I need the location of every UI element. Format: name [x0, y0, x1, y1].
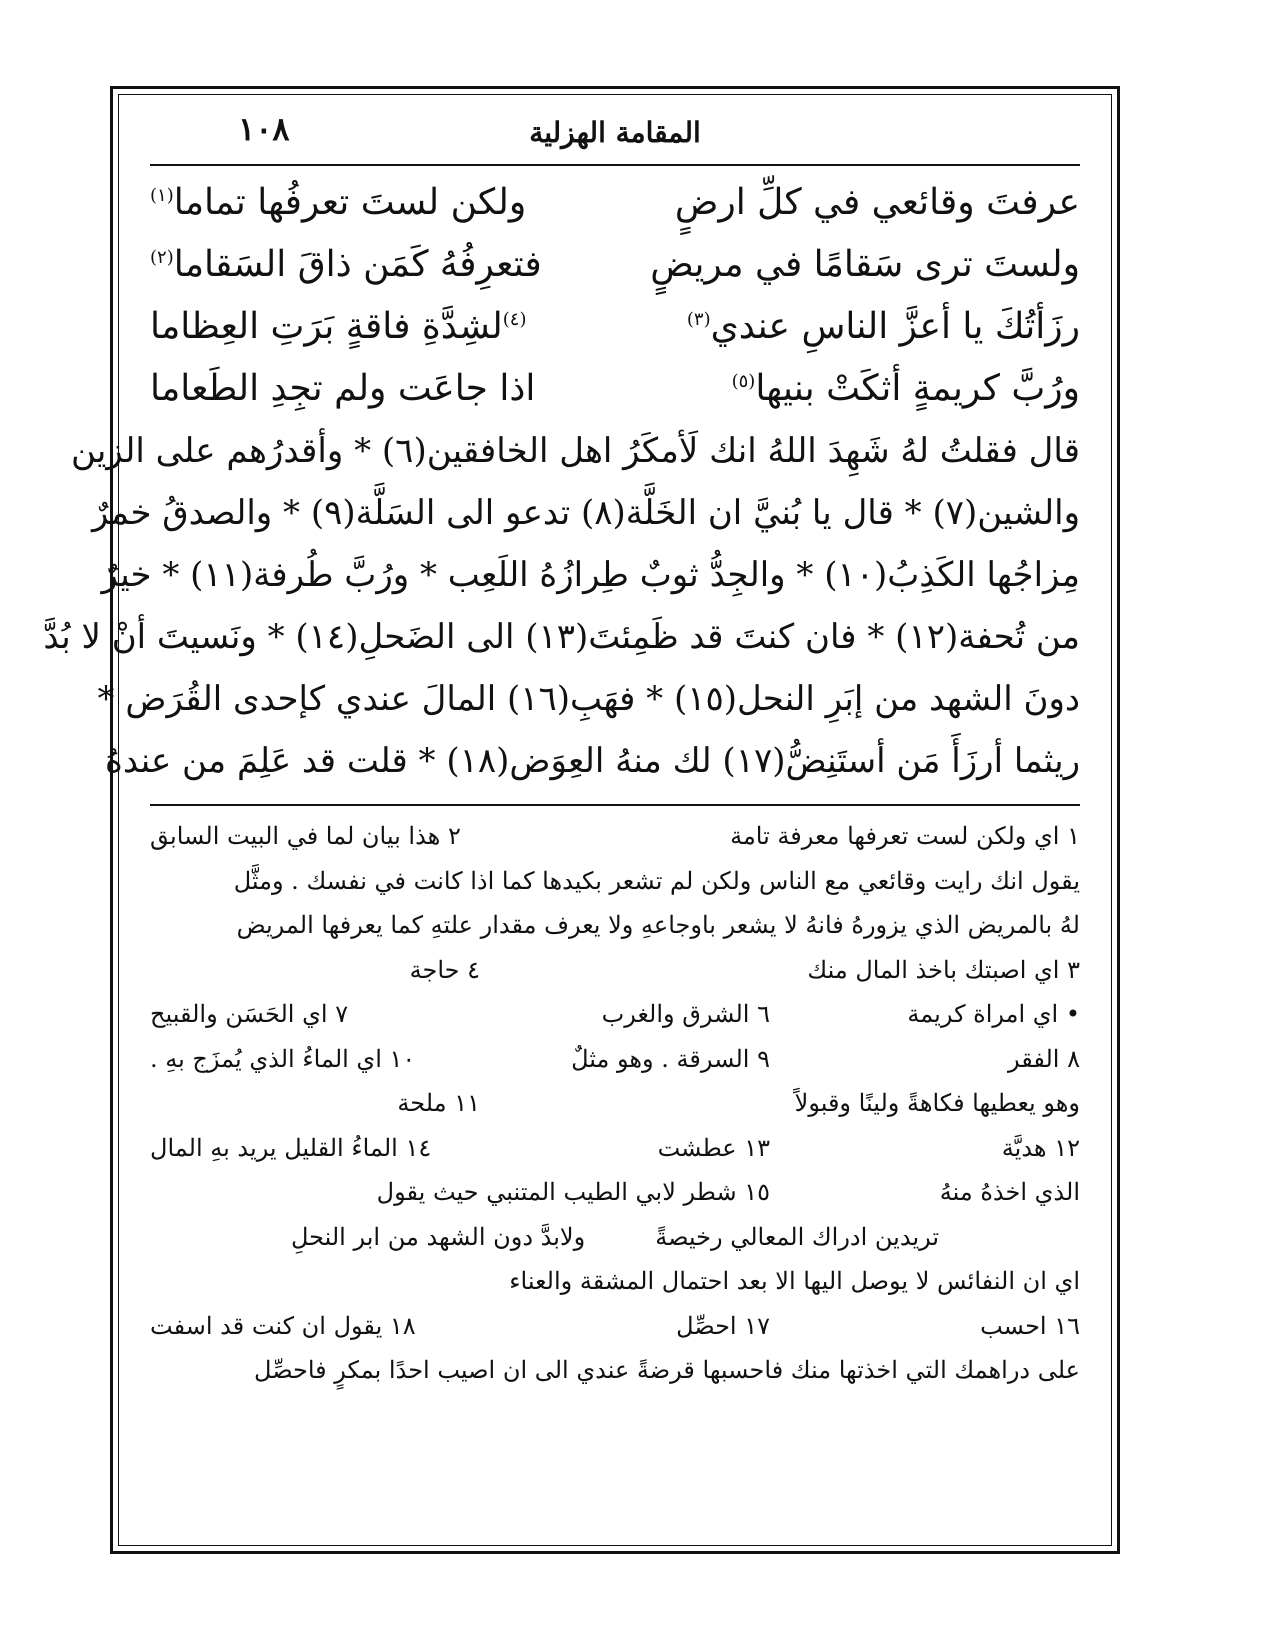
footnote-row [150, 1081, 1080, 1126]
footnote-18: ١٨ يقول ان كنت قد اسفت [150, 1311, 416, 1340]
footnote-row [150, 1126, 1080, 1171]
footnote-row [150, 1215, 1080, 1260]
verse-line [150, 234, 1080, 296]
footnote-5: • اي امراة كريمة [907, 1000, 1080, 1028]
footnote-text: على دراهمك التي اخذتها منك فاحسبها قرضةً عندي الى ان اصيب احدًا بمكرٍ فاحصِّل [254, 1356, 1080, 1384]
footnote-ref: (١) [150, 185, 174, 206]
footnote-11: ١١ ملحة [397, 1089, 480, 1117]
verse-hemistich-right: ولستَ ترى سَقامًا في مريضٍ [650, 244, 1080, 285]
footnote-row [150, 992, 1080, 1037]
verse-hemistich-left [150, 296, 526, 358]
footnote-row [150, 948, 1080, 993]
footnote-text: الذي اخذهُ منهُ [939, 1178, 1080, 1206]
footnote-row [150, 903, 1080, 948]
verse-text: لشِدَّةِ فاقةٍ بَرَتِ العِظاما [150, 306, 503, 347]
prose-line: دونَ الشهد من إبَرِ النحل(١٥) * فهَبِ(١٦) المالَ عندي كإحدى القُرَض * [97, 679, 1080, 719]
verse-hemistich-left [150, 234, 542, 296]
verse-line [150, 172, 1080, 234]
footnote-row [150, 1037, 1080, 1082]
footnote-16: ١٦ احسب [980, 1311, 1080, 1340]
verse-hemistich-right [732, 358, 1080, 420]
footnote-row [150, 1304, 1080, 1349]
footnote-12: ١٢ هديَّة [1001, 1133, 1080, 1162]
book-page [43, 108, 1080, 1393]
verse-text: ورُبَّ كريمةٍ أثكَتْ بنيها [755, 368, 1080, 409]
prose-line: من تُحفة(١٢) * فان كنتَ قد ظَمِئتَ(١٣) الى الضَحلِ(١٤) * ونَسيتَ أنْ لا بُدَّ [43, 617, 1080, 657]
poem-verses [150, 172, 1080, 420]
prose-line: والشين(٧) * قال يا بُنيَّ ان الخَلَّة(٨) تدعو الى السَلَّة(٩) * والصدقُ خمرٌ [92, 493, 1080, 533]
footnote-6: ٦ الشرق والغرب [601, 1000, 770, 1028]
footnote-17: ١٧ احصِّل [676, 1311, 770, 1340]
footnote-row [150, 814, 1080, 859]
footnote-1: ١ اي ولكن لست تعرفها معرفة تامة [730, 822, 1080, 850]
footnote-10: ١٠ اي الماءُ الذي يُمزَج بهِ . [150, 1044, 416, 1073]
footnote-row [150, 1170, 1080, 1215]
footnote-ref: (٤) [502, 309, 527, 330]
footnote-text: وهو يعطيها فكاهةً ولينًا وقبولاً [794, 1089, 1080, 1117]
footnotes [150, 814, 1080, 1393]
footnote-row [150, 859, 1080, 904]
page-header [150, 108, 1080, 154]
footnote-row [150, 1259, 1080, 1304]
quoted-hemistich-right: تريدين ادراك المعالي رخيصةً [655, 1222, 940, 1251]
quoted-verse [150, 1215, 1080, 1260]
footnote-8: ٨ الفقر [1007, 1044, 1080, 1073]
header-rule [150, 164, 1080, 166]
footnote-14: ١٤ الماءُ القليل يريد بهِ المال [150, 1133, 432, 1162]
footnote-ref: (٥) [731, 371, 756, 392]
footnote-2: ٢ هذا بيان لما في البيت السابق [150, 822, 461, 850]
verse-line [150, 296, 1080, 358]
verse-text: رزَأتُكَ يا أعزَّ الناسِ عندي [710, 306, 1080, 347]
verse-line [150, 358, 1080, 420]
prose-line: قال فقلتُ لهُ شَهِدَ اللهُ انك لَأمكَرُ اهل الخافقين(٦) * وأقدرُهم على الزين [70, 431, 1080, 471]
prose-line: مِزاجُها الكَذِبُ(١٠) * والجِدُّ ثوبٌ طِرازُهُ اللَعِب * ورُبَّ طُرفة(١١) * خيرٌ [101, 555, 1080, 595]
quoted-hemistich-left: ولابدَّ دون الشهد من ابر النحلِ [290, 1222, 586, 1251]
verse-hemistich-right: عرفتَ وقائعي في كلِّ ارضٍ [674, 182, 1080, 223]
footnote-ref: (٢) [150, 247, 174, 268]
footnote-text: اي ان النفائس لا يوصل اليها الا بعد احتمال المشقة والعناء [509, 1267, 1080, 1295]
footnote-ref: (٣) [686, 309, 711, 330]
chapter-title: المقامة الهزلية [529, 116, 701, 149]
page-number: ١٠٨ [238, 110, 290, 148]
verse-text: ولكن لستَ تعرفُها تماما [173, 182, 527, 223]
footnote-9: ٩ السرقة . وهو مثلٌ [571, 1044, 770, 1073]
footnote-15: ١٥ شطر لابي الطيب المتنبي حيث يقول [376, 1178, 770, 1206]
verse-hemistich-left [150, 172, 526, 234]
footnote-4: ٤ حاجة [409, 955, 480, 984]
footnote-13: ١٣ عطشت [657, 1133, 770, 1162]
footnote-text: يقول انك رايت وقائعي مع الناس ولكن لم تشعر بكيدها كما اذا كانت في نفسك . ومثَّل [233, 866, 1080, 895]
footnote-3: ٣ اي اصبتك باخذ المال منك [807, 955, 1080, 984]
prose-line: ريثما أرزَأَ مَن أستَنِضُّ(١٧) لك منهُ العِوَض(١٨) * قلت قد عَلِمَ من عندهُ [105, 741, 1080, 781]
footnote-rule [150, 804, 1080, 806]
footnote-row [150, 1348, 1080, 1393]
prose-body [43, 420, 1080, 792]
footnote-text: لهُ بالمريض الذي يزورهُ فانهُ لا يشعر باوجاعهِ ولا يعرف مقدار علتهِ كما يعرفها المريض [236, 911, 1080, 939]
verse-hemistich-right [687, 296, 1080, 358]
footnote-7: ٧ اي الحَسَن والقبيح [150, 1000, 349, 1028]
verse-text: فتعرِفُهُ كَمَن ذاقَ السَقاما [173, 244, 542, 285]
verse-hemistich-left: اذا جاعَت ولم تجِدِ الطَعاما [150, 368, 536, 409]
